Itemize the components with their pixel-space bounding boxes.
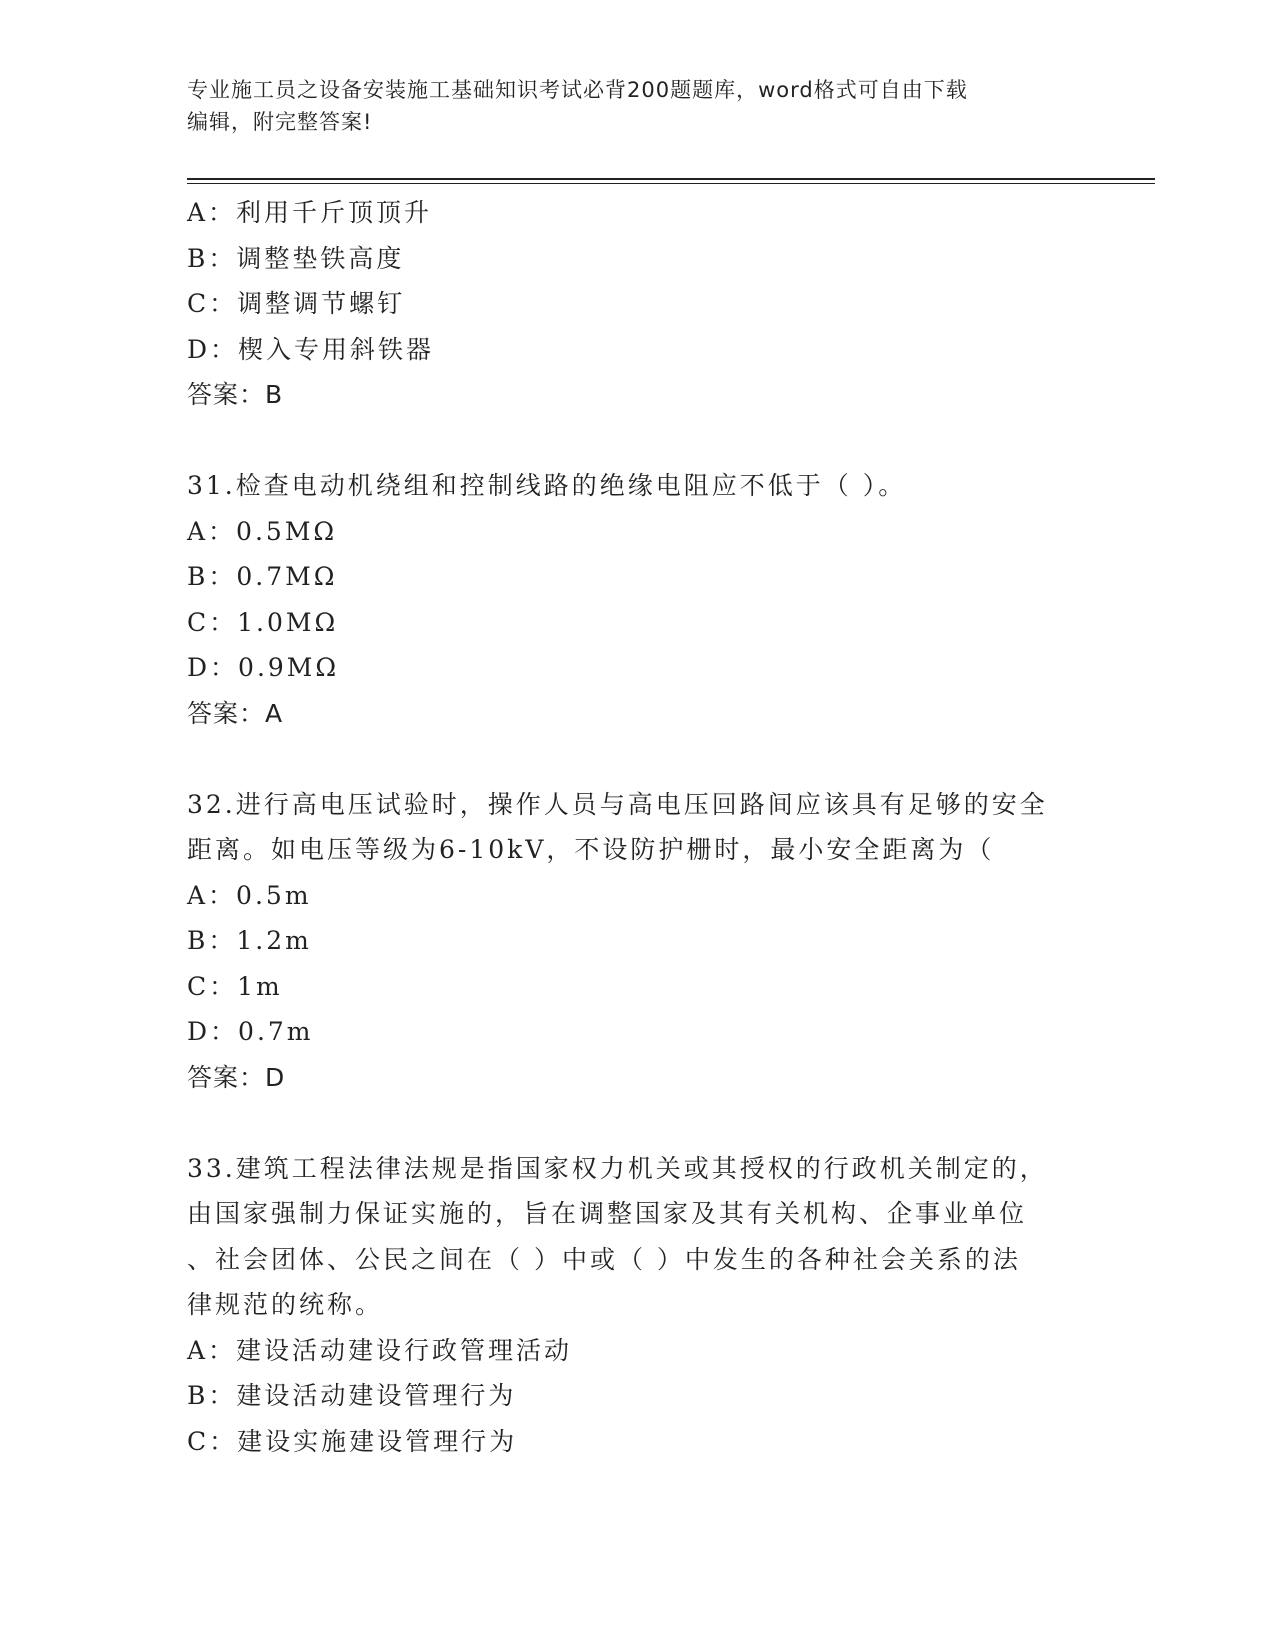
spacer [187, 418, 1087, 464]
header-title-line-2: 编辑，附完整答案! [187, 110, 373, 134]
document-header [187, 74, 1067, 138]
question-text-line-3: 、社会团体、公民之间在（ ）中或（ ）中发生的各种社会关系的法 [187, 1244, 1021, 1274]
option-a: A：利用千斤顶顶升 [187, 198, 433, 227]
option-a: A：建设活动建设行政管理活动 [187, 1335, 573, 1365]
option-b: B：建设活动建设管理行为 [187, 1381, 517, 1410]
answer-line: 答案：A [187, 698, 284, 728]
question-text-line-2: 由国家强制力保证实施的，旨在调整国家及其有关机构、企事业单位 [187, 1199, 1028, 1228]
option-d: D：楔入专用斜铁器 [187, 334, 435, 364]
header-title-line-1: 专业施工员之设备安装施工基础知识考试必背200题题库，word格式可自由下载 [187, 78, 968, 102]
question-text-line-2: 距离。如电压等级为6-10kV，不设防护栅时，最小安全距离为（ [187, 835, 995, 864]
option-b: B：0.7MΩ [187, 562, 338, 591]
spacer [187, 1100, 1087, 1146]
option-c: C：1.0MΩ [187, 607, 339, 637]
question-list [187, 190, 1087, 1464]
option-d: D：0.9MΩ [187, 653, 340, 682]
option-a: A：0.5MΩ [187, 516, 338, 546]
question-31 [187, 463, 1087, 736]
option-c: C：建设实施建设管理行为 [187, 1426, 518, 1456]
answer-line: 答案：B [187, 380, 284, 409]
question-33 [187, 1146, 1087, 1465]
option-c: C：调整调节螺钉 [187, 289, 406, 318]
option-b: B：调整垫铁高度 [187, 243, 405, 273]
question-text: 31.检查电动机绕组和控制线路的绝缘电阻应不低于（ ）。 [187, 471, 907, 500]
header-divider [187, 178, 1155, 184]
question-text-line-1: 32.进行高电压试验时，操作人员与高电压回路间应该具有足够的安全 [187, 789, 1048, 819]
option-c: C：1m [187, 971, 283, 1001]
spacer [187, 736, 1087, 782]
option-d: D：0.7m [187, 1017, 314, 1046]
question-30 [187, 190, 1087, 418]
question-text-line-4: 律规范的统称。 [187, 1290, 384, 1319]
option-a: A：0.5m [187, 880, 312, 910]
answer-line: 答案：D [187, 1062, 286, 1092]
option-b: B：1.2m [187, 926, 312, 955]
question-32 [187, 782, 1087, 1101]
question-text-line-1: 33.建筑工程法律法规是指国家权力机关或其授权的行政机关制定的， [187, 1153, 1048, 1183]
